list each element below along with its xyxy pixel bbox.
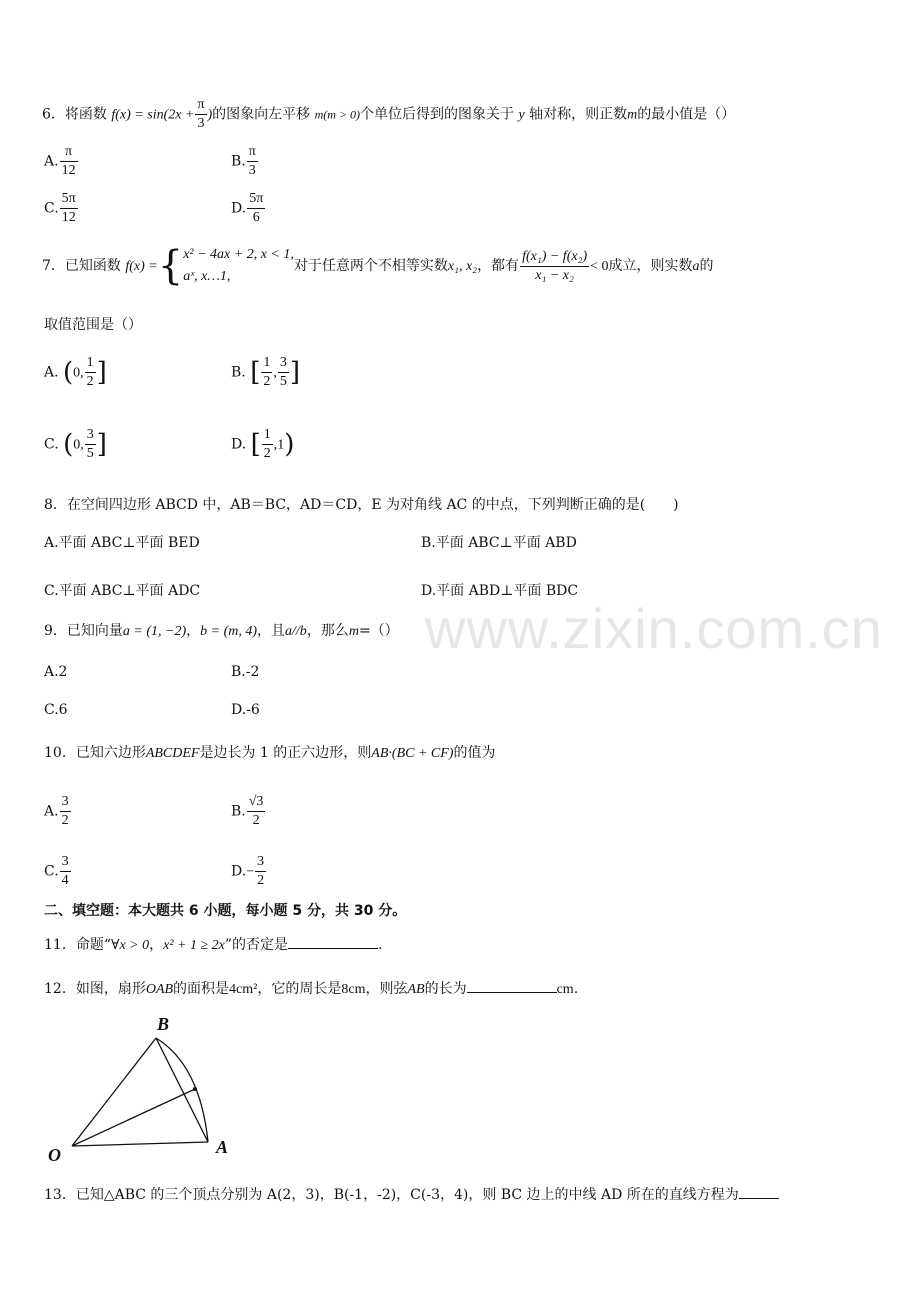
question-12: 12．如图，扇形OAB的面积是4cm²，它的周长是8cm，则弦AB的长为 cm. [44,981,579,997]
q6-var: m [627,107,638,123]
q9-number: 9． [44,623,67,639]
q11-inequality: x² + 1 ≥ 2x [163,938,225,953]
question-6: 6．将函数 f(x) = sin(2x + $\frac{\pi}{3}$ )的图象向左平移 m(m > 0)个单位后得到的图象关于 y 轴对称，则正数m的最小值是（） [42,97,736,131]
q7-line2: 取值范围是（） [44,317,142,333]
q8-option-c[interactable]: C.平面 ABC⊥平面 ADC [44,583,201,599]
section-2-heading: 二、填空题：本大题共 6 小题，每小题 5 分，共 30 分。 [44,903,407,919]
q6-number: 6． [42,106,65,123]
q7-text-mid: 对于任意两个不相等实数 [293,258,448,274]
q10-option-b[interactable]: B. $\frac{√3}{2}$ [231,794,264,828]
q12-mid3: ，则弦 [365,981,408,997]
question-8: 8．在空间四边形 ABCD 中，AB＝BC，AD＝CD，E 为对角线 AC 的中点，下列判断正确的是( ) [44,497,679,513]
median-line [72,1089,195,1146]
q12-mid2: ，它的周长是 [257,981,342,997]
q6-axis: y [518,107,525,123]
q11-condition: ∀x > 0 [111,938,150,953]
q13-answer-blank[interactable] [739,1198,779,1199]
q9-option-b[interactable]: B.-2 [231,664,260,680]
q6-option-b[interactable]: B. $\frac{\pi}{3}$ [231,144,256,178]
question-7 [42,244,714,288]
q9-option-a[interactable]: A.2 [44,664,68,680]
q6-option-c[interactable]: C. $\frac{5\pi}{12}$ [44,191,76,225]
chord-ab [156,1038,208,1142]
q7-vars: x₁, x₂ [447,259,478,274]
q7-prefix: 已知函数 [64,258,121,274]
q6-end: 的最小值是（） [637,106,736,123]
q9-vector-a: a = (1, −2) [122,624,187,639]
q7-option-a[interactable]: A. (0, $\frac{1}{2}$ ] [44,355,107,389]
q9-mid: ，且 [257,623,286,639]
q12-chord: AB [407,982,425,997]
q9-end2: =（） [358,623,399,639]
q10-option-c[interactable]: C. $\frac{3}{4}$ [44,854,69,888]
q11-number: 11． [44,937,76,953]
edge-oa [72,1142,208,1146]
q6-option-d[interactable]: D. $\frac{5\pi}{6}$ [231,191,264,225]
q10-option-d[interactable]: D.− $\frac{3}{2}$ [231,854,265,888]
q9-end: ，那么 [306,623,349,639]
q6-text-mid: 的图象向左平移 [212,106,311,123]
q7-brace: { [157,243,184,289]
q10-option-a[interactable]: A. $\frac{3}{2}$ [44,794,69,828]
question-13: 13．已知△ABC 的三个顶点分别为 A(2，3)，B(-1，-2)，C(-3，4)，则 BC 边上的中线 AD 所在的直线方程为 [44,1184,779,1204]
q7-var: a [692,259,700,274]
q11-answer-blank[interactable] [288,948,378,949]
q6-suffix: 轴对称，则正数 [529,106,628,123]
q9-parallel: a//b [285,624,307,639]
q7-cases: x² − 4ax + 2, x < 1, aˣ, x…1, [183,247,294,284]
watermark: www.zixin.com.cn [425,597,883,660]
q8-option-b[interactable]: B.平面 ABC⊥平面 ABD [421,535,577,551]
q12-prefix: 如图，扇形 [75,981,146,997]
label-o: O [48,1145,61,1165]
q6-function: f(x) = sin(2x + [111,107,195,123]
q10-prefix: 已知六边形 [75,745,146,761]
q6-prefix: 将函数 [64,106,107,123]
q7-ineq: < 0 [590,259,609,274]
q12-answer-blank[interactable] [467,992,557,993]
q7-option-c[interactable]: C. (0, $\frac{3}{5}$ ] [44,427,107,461]
q12-mid: 的面积是 [173,981,230,997]
q7-end2: 的 [699,258,714,274]
q12-area: 4cm² [229,982,258,997]
q9-vector-b: b = (m, 4) [200,624,258,639]
q6-option-a[interactable]: A. $\frac{\pi}{12}$ [44,144,76,178]
q12-perimeter: 8cm [341,982,366,997]
q6-fraction: $\frac{\pi}{3}$ [197,97,205,131]
q9-prefix: 已知向量 [66,623,123,639]
q9-var: m [348,624,359,639]
q10-end: 的值为 [453,745,496,761]
q7-number: 7． [42,258,65,274]
q12-end: 的长为 [424,981,467,997]
q7-fraction: $\frac{\text{f(x₁) − f(x₂)}}{\text{x₁ − x₂}}$ [522,248,588,283]
q10-expression: AB·(BC + CF) [371,746,454,761]
q7-end: 成立，则实数 [608,258,693,274]
q12-number: 12． [44,981,76,997]
question-9: 9．已知向量a = (1, −2)，b = (m, 4)，且a//b，那么m=（） [44,623,399,639]
edge-ob [72,1038,156,1146]
q10-mid: 是边长为 1 的正六边形，则 [199,745,372,761]
q10-number: 10． [44,745,76,761]
q8-option-d[interactable]: D.平面 ABD⊥平面 BDC [421,583,579,599]
q12-sector: OAB [145,982,174,997]
sector-figure [40,1010,250,1170]
q7-function: f(x) = [125,259,158,274]
q8-option-a[interactable]: A.平面 ABC⊥平面 BED [44,535,200,551]
question-10 [44,742,495,762]
q9-option-c[interactable]: C.6 [44,702,68,718]
q6-shift: m(m > 0) [314,107,361,122]
q7-text-mid2: ，都有 [477,258,520,274]
q6-text-mid2: 个单位后得到的图象关于 [360,106,515,123]
q11-prefix: 命题“ [75,937,111,953]
q10-hexagon: ABCDEF [145,746,200,761]
q7-option-d[interactable]: D. [ $\frac{1}{2}$ ,1) [231,427,295,461]
arc-midpoint [193,1087,197,1091]
q11-end: ”的否定是 [224,937,289,953]
q7-option-b[interactable]: B. [ $\frac{1}{2}$ , $\frac{3}{5}$ ] [231,355,301,389]
q9-option-d[interactable]: D.-6 [231,702,260,718]
q12-unit: cm [556,982,574,997]
label-a: A [216,1137,229,1157]
label-b: B [157,1014,170,1034]
question-11: 11．命题“∀x > 0，x² + 1 ≥ 2x”的否定是 . [44,937,383,953]
